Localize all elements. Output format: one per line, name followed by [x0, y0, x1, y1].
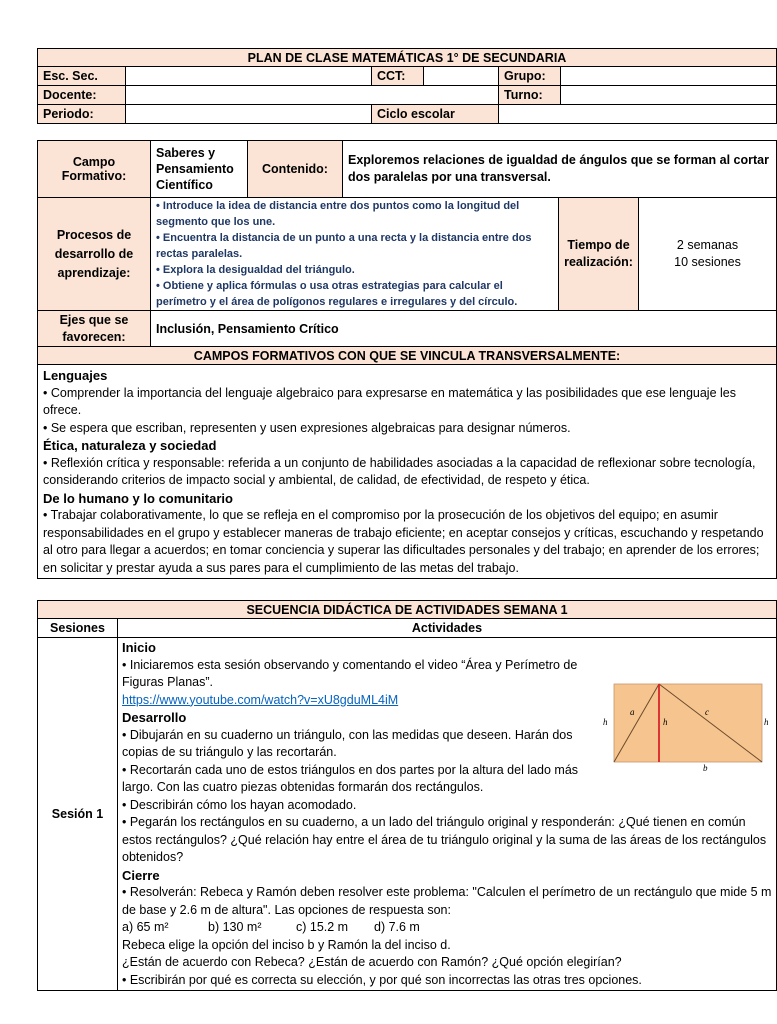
- esc-sec-label: Esc. Sec.: [38, 67, 126, 86]
- grupo-label: Grupo:: [499, 67, 561, 86]
- procesos-list: [151, 198, 559, 311]
- header-table: [37, 48, 777, 124]
- ciclo-label: Ciclo escolar: [372, 105, 499, 124]
- sesiones-header: Sesiones: [38, 619, 118, 638]
- periodo-label: Periodo:: [38, 105, 126, 124]
- figure-label-h-inner: h: [663, 717, 668, 727]
- session-label: Sesión 1: [38, 638, 118, 991]
- lenguajes-title: Lenguajes: [43, 368, 108, 383]
- lenguajes-item: • Se espera que escriban, representen y usen expresiones algebraicas para designar números.: [43, 420, 571, 435]
- figure-label-h-right: h: [764, 717, 769, 727]
- transversal-body: [38, 365, 777, 579]
- campo-formativo-value: Saberes y Pensamiento Científico: [151, 141, 248, 198]
- plan-table: [37, 140, 777, 579]
- video-link[interactable]: https://www.youtube.com/watch?v=xU8gduML4iM: [122, 692, 399, 707]
- triangle-rectangle-figure: [601, 679, 771, 773]
- campo-formativo-label: Campo Formativo:: [38, 141, 151, 198]
- figure-label-a: a: [630, 707, 635, 717]
- desarrollo-item: • Recortarán cada uno de estos triángulos en dos partes por la altura del lado más largo. Con las cuatro piezas obtenidas formarán dos rectángulos.: [122, 762, 579, 794]
- inicio-title: Inicio: [122, 640, 156, 655]
- desarrollo-item: • Pegarán los rectángulos en su cuaderno, a un lado del triángulo original y responderán: ¿Qué tienen en común estos rectángulos? ¿Qué relación hay entre el área de tu triángulo original y la suma de las áreas de los rectángulos obtenidos?: [122, 815, 767, 864]
- humano-item: • Trabajar colaborativamente, lo que se refleja en el compromiso por la prosecución de los objetivos del equipo; en asumir responsabilidades en el grupo y establecer maneras de trabajo eficiente; en aceptar consejos y críticas, escuchando y respetando al otro para llegar a acuerdos; en tomar conciencia y superar las dificultades personales y del trabajo; en aprender de los errores; en solicitar y prestar ayuda a sus pares para el cumplimiento de las metas del trabajo.: [43, 508, 764, 575]
- session-activities: [118, 638, 777, 991]
- tiempo-sessions: 10 sesiones: [674, 255, 741, 269]
- proceso-item: • Introduce la idea de distancia entre dos puntos como la longitud del segmento que los une.: [156, 200, 520, 228]
- etica-title: Ética, naturaleza y sociedad: [43, 438, 217, 453]
- answer-options: [122, 919, 772, 937]
- periodo-value[interactable]: [126, 105, 372, 124]
- inicio-item: • Iniciaremos esta sesión observando y comentando el video “Área y Perímetro de Figuras Planas”.: [122, 657, 578, 689]
- turno-value[interactable]: [561, 86, 777, 105]
- desarrollo-title: Desarrollo: [122, 710, 187, 725]
- figure-label-c: c: [705, 707, 709, 717]
- cierre-item: • Escribirán por qué es correcta su elección, y por qué son incorrectas las otras tres opciones.: [122, 972, 642, 987]
- option-b: b) 130 m²: [208, 920, 262, 934]
- cct-label: CCT:: [372, 67, 424, 86]
- ejes-label: Ejes que se favorecen:: [38, 311, 151, 347]
- humano-title: De lo humano y lo comunitario: [43, 490, 233, 506]
- cierre-item: Rebeca elige la opción del inciso b y Ramón la del inciso d.: [122, 937, 451, 952]
- cierre-title: Cierre: [122, 867, 160, 883]
- sequence-table: [37, 600, 777, 991]
- option-d: d) 7.6 m: [374, 920, 420, 934]
- proceso-item: • Obtiene y aplica fórmulas o usa otras estrategias para calcular el perímetro y el área de polígonos regulares e irregulares y del círculo.: [156, 280, 518, 308]
- tiempo-weeks: 2 semanas: [676, 238, 739, 252]
- tiempo-label: Tiempo de realización:: [559, 198, 639, 311]
- esc-sec-value[interactable]: [126, 67, 372, 86]
- actividades-header: Actividades: [118, 619, 777, 638]
- turno-label: Turno:: [499, 86, 561, 105]
- docente-label: Docente:: [38, 86, 126, 105]
- option-c: c) 15.2 m: [296, 920, 349, 934]
- option-a: a) 65 m²: [122, 920, 169, 934]
- cct-value[interactable]: [424, 67, 499, 86]
- desarrollo-item: • Describirán cómo los hayan acomodado.: [122, 797, 357, 812]
- grupo-value[interactable]: [561, 67, 777, 86]
- figure-label-h-left: h: [603, 717, 608, 727]
- transversal-title: CAMPOS FORMATIVOS CON QUE SE VINCULA TRANSVERSALMENTE:: [38, 347, 777, 365]
- ciclo-value[interactable]: [499, 105, 777, 124]
- proceso-item: • Explora la desigualdad del triángulo.: [156, 264, 355, 276]
- cierre-item: • Resolverán: Rebeca y Ramón deben resolver este problema: "Calculen el perímetro de un rectángulo que mide 5 m de base y 2.6 m de altura". Las opciones de respuesta son:: [122, 885, 772, 917]
- etica-item: • Reflexión crítica y responsable: referida a un conjunto de habilidades asociadas a la capacidad de reflexionar sobre tecnología, considerando criterios de impacto social y ambiental, de calidad, de efectividad, de respeto y ética.: [43, 455, 756, 487]
- contenido-label: Contenido:: [248, 141, 343, 198]
- ejes-value: Inclusión, Pensamiento Crítico: [151, 311, 777, 347]
- proceso-item: • Encuentra la distancia de un punto a una recta y la distancia entre dos rectas paralelas.: [156, 232, 532, 260]
- plan-title: PLAN DE CLASE MATEMÁTICAS 1° DE SECUNDARIA: [38, 49, 777, 67]
- procesos-label: Procesos de desarrollo de aprendizaje:: [38, 198, 151, 311]
- lenguajes-item: • Comprender la importancia del lenguaje algebraico para expresarse en matemática y las posibilidades que ese lenguaje les ofrece.: [43, 385, 736, 417]
- cierre-item: ¿Están de acuerdo con Rebeca? ¿Están de acuerdo con Ramón? ¿Qué opción elegirían?: [122, 955, 622, 969]
- desarrollo-item: • Dibujarán en su cuaderno un triángulo, con las medidas que deseen. Harán dos copias de su triángulo y las recortarán.: [122, 727, 573, 759]
- docente-value[interactable]: [126, 86, 499, 105]
- sequence-title: SECUENCIA DIDÁCTICA DE ACTIVIDADES SEMANA 1: [38, 601, 777, 619]
- contenido-value: Exploremos relaciones de igualdad de ángulos que se forman al cortar dos paralelas por una transversal.: [343, 141, 777, 198]
- figure-label-b: b: [703, 763, 708, 773]
- tiempo-value: [639, 198, 777, 311]
